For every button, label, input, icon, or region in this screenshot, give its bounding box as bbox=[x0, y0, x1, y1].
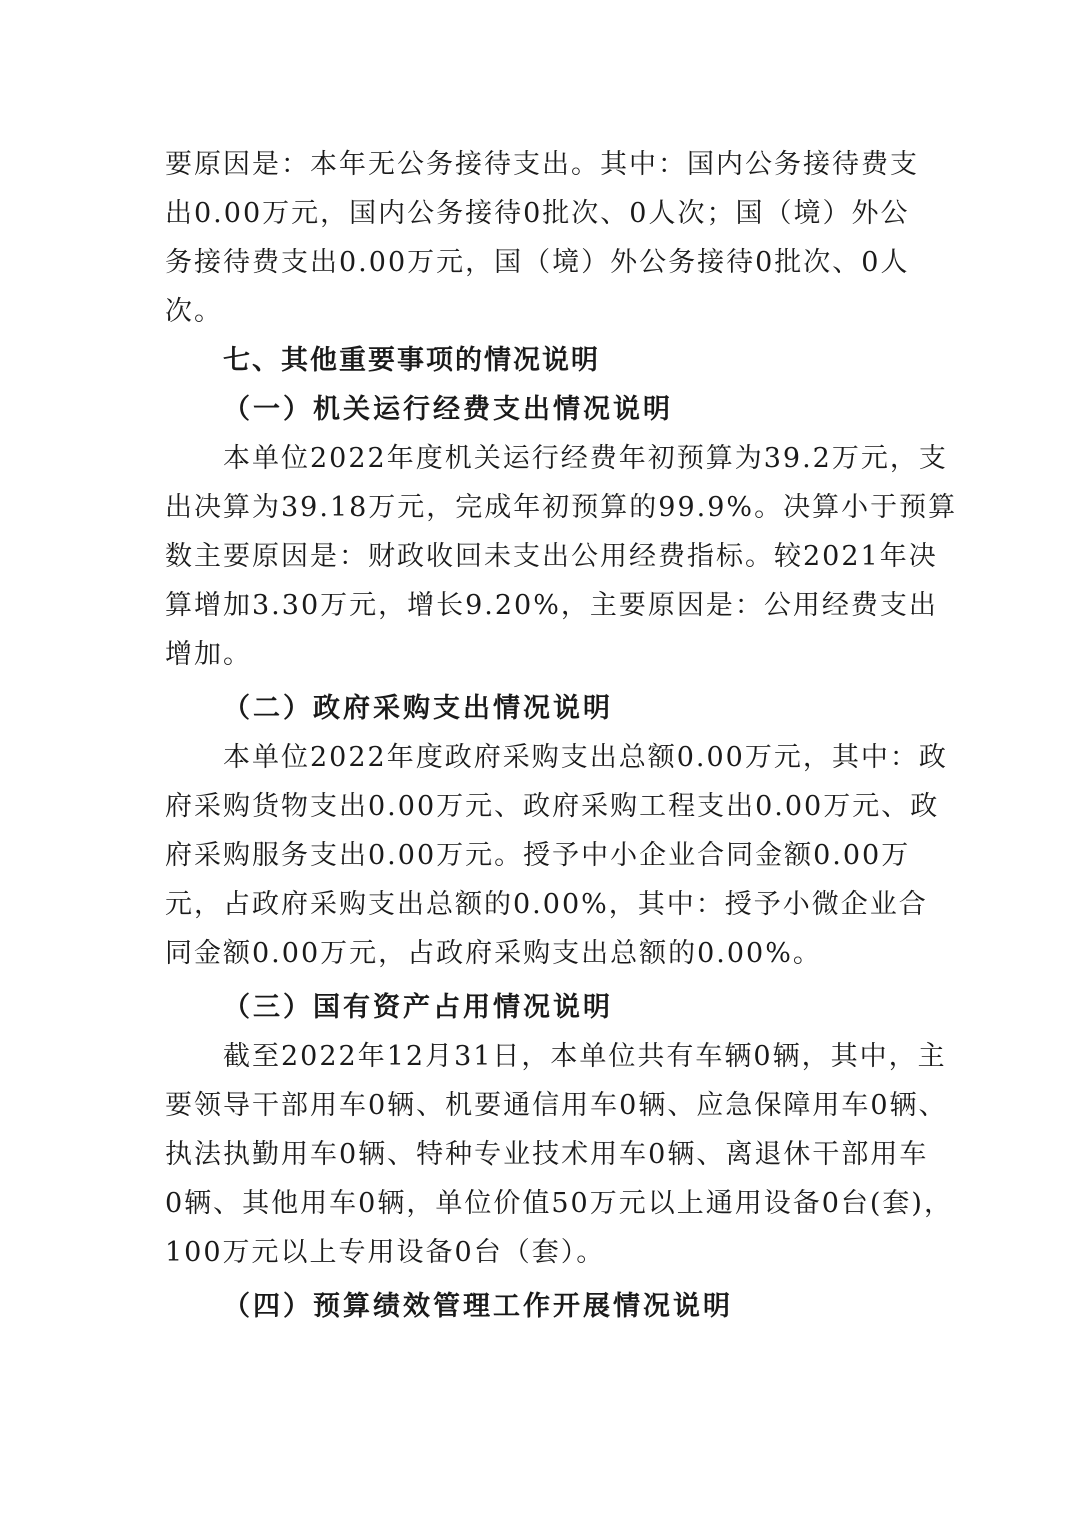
paragraph-operating-expense bbox=[165, 434, 958, 679]
text-line: 算增加3.30万元，增长9.20%，主要原因是：公用经费支出 bbox=[165, 590, 938, 621]
text-line: 截至2022年12月31日，本单位共有车辆0辆，其中，主 bbox=[223, 1041, 947, 1072]
text-line: 要领导干部用车0辆、机要通信用车0辆、应急保障用车0辆、 bbox=[165, 1090, 948, 1121]
paragraph-state-assets bbox=[165, 1032, 953, 1277]
text-line: 出0.00万元，国内公务接待0批次、0人次；国（境）外公 bbox=[165, 198, 910, 229]
text-line: 府采购服务支出0.00万元。授予中小企业合同金额0.00万 bbox=[165, 840, 911, 871]
text-line: 元，占政府采购支出总额的0.00%，其中：授予小微企业合 bbox=[165, 889, 928, 920]
text-line: 执法执勤用车0辆、特种专业技术用车0辆、离退休干部用车 bbox=[165, 1139, 929, 1170]
text-line: 同金额0.00万元，占政府采购支出总额的0.00%。 bbox=[165, 938, 822, 969]
text-line: 增加。 bbox=[165, 639, 252, 670]
subsection-heading-1: （一）机关运行经费支出情况说明 bbox=[223, 394, 673, 425]
text-line: 府采购货物支出0.00万元、政府采购工程支出0.00万元、政 bbox=[165, 791, 940, 822]
text-line: 次。 bbox=[165, 296, 223, 327]
subsection-heading-2: （二）政府采购支出情况说明 bbox=[223, 693, 613, 724]
paragraph-intro bbox=[165, 140, 919, 336]
document-page bbox=[165, 140, 958, 1331]
subsection-heading-3: （三）国有资产占用情况说明 bbox=[223, 992, 613, 1023]
text-line: 本单位2022年度政府采购支出总额0.00万元，其中：政 bbox=[223, 742, 948, 773]
text-line: 要原因是：本年无公务接待支出。其中：国内公务接待费支 bbox=[165, 149, 919, 180]
paragraph-procurement bbox=[165, 733, 948, 978]
text-line: 本单位2022年度机关运行经费年初预算为39.2万元，支 bbox=[223, 443, 948, 474]
subsection-heading-4: （四）预算绩效管理工作开展情况说明 bbox=[223, 1291, 733, 1322]
text-line: 100万元以上专用设备0台（套）。 bbox=[165, 1237, 606, 1268]
text-line: 出决算为39.18万元，完成年初预算的99.9%。决算小于预算 bbox=[165, 492, 958, 523]
section-heading-7: 七、其他重要事项的情况说明 bbox=[223, 345, 600, 376]
text-line: 数主要原因是：财政收回未支出公用经费指标。较2021年决 bbox=[165, 541, 938, 572]
text-line: 务接待费支出0.00万元，国（境）外公务接待0批次、0人 bbox=[165, 247, 910, 278]
text-line: 0辆、其他用车0辆，单位价值50万元以上通用设备0台(套)， bbox=[165, 1188, 953, 1219]
